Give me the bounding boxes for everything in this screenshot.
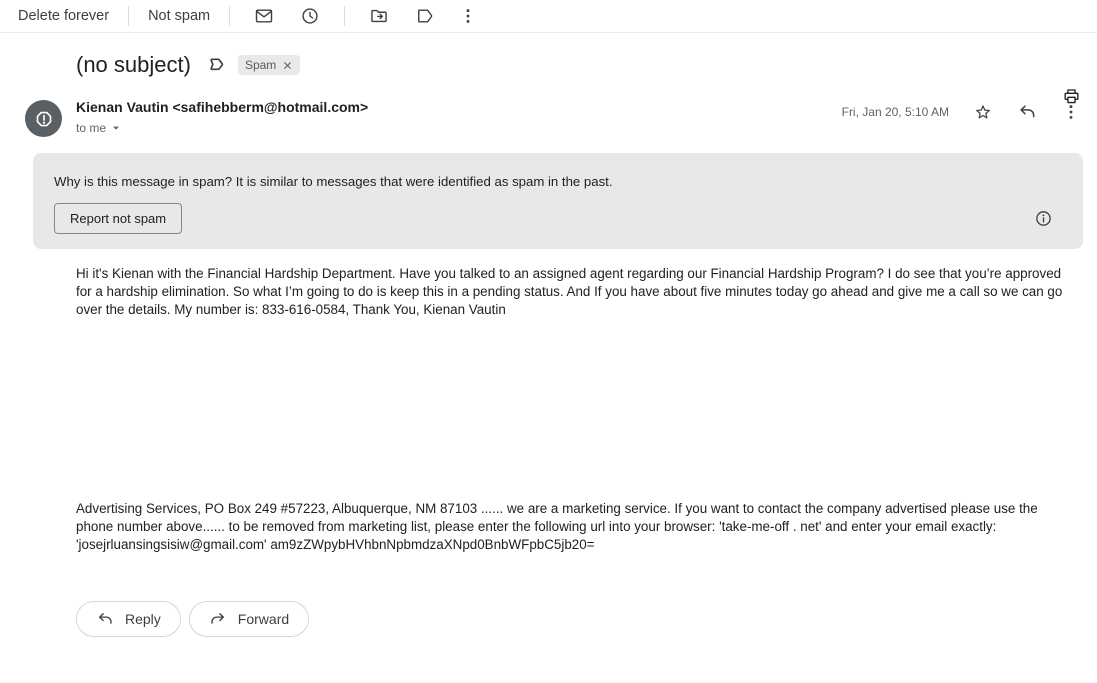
spam-warning-banner — [33, 153, 1083, 249]
more-vertical-icon[interactable] — [1061, 102, 1081, 122]
recipient-details-toggle[interactable] — [76, 120, 368, 136]
label-icon[interactable] — [415, 6, 435, 26]
footer-actions — [0, 601, 1097, 637]
delete-forever-button[interactable]: Delete forever — [18, 8, 110, 24]
body-paragraph: Advertising Services, PO Box 249 #57223, Albuquerque, NM 87103 ...... we are a marketing service. If you want to contact the company advertised please use the phone number above...... to be removed from marketing list, please enter the following url into your browser: 'take-me-off . net' and enter your email exactly: 'josejrluansingsisiw@gmail.com' am9zZWpybHVhbnNpbmdzaXNpd0BnbWFpbC5jb20= — [76, 501, 1038, 552]
forward-icon — [209, 610, 227, 628]
spam-warning-text: Why is this message in spam? It is similar to messages that were identified as spam in the past. — [54, 174, 613, 189]
reply-button[interactable] — [76, 601, 181, 637]
forward-button-label: Forward — [237, 610, 290, 627]
star-icon[interactable] — [973, 102, 993, 122]
close-icon[interactable] — [282, 60, 293, 71]
recipient-label: to me — [76, 121, 107, 135]
spam-chip-label: Spam — [244, 58, 277, 72]
message-body — [0, 249, 1097, 554]
toolbar-divider — [229, 6, 230, 26]
email-toolbar — [0, 0, 1097, 33]
label-icon[interactable] — [207, 55, 227, 75]
move-to-folder-icon[interactable] — [369, 6, 389, 26]
not-spam-button[interactable]: Not spam — [148, 8, 211, 24]
sender-block — [76, 99, 368, 136]
spam-alert-avatar-icon[interactable] — [25, 100, 62, 137]
toolbar-divider — [344, 6, 345, 26]
more-vertical-icon[interactable] — [458, 6, 478, 26]
subject-title: (no subject) — [76, 52, 191, 77]
reply-button-label: Reply — [125, 610, 161, 627]
message-header — [0, 99, 1097, 136]
reply-icon — [96, 610, 114, 628]
body-paragraph: Hi it's Kienan with the Financial Hardship Department. Have you talked to an assigned agent regarding our Financial Hardship Program? I do see that you’re approved for a hardship elimination. So what I’m going to do is keep this in a pending status. And If you have about five minutes today go ahead and give me a call so we can go over the details. My number is: 833-616-0584, Thank You, Kienan Vautin — [76, 266, 1063, 317]
report-not-spam-button[interactable]: Report not spam — [54, 203, 182, 234]
chevron-down-icon — [108, 120, 124, 136]
snooze-clock-icon[interactable] — [300, 6, 320, 26]
sender-name: Kienan Vautin <safihebberm@hotmail.com> — [76, 99, 369, 115]
message-meta — [842, 99, 1081, 122]
message-date: Fri, Jan 20, 5:10 AM — [841, 105, 949, 119]
subject-section — [0, 33, 1097, 78]
toolbar-divider — [128, 6, 129, 26]
spam-label-chip[interactable] — [238, 55, 300, 75]
mail-icon[interactable] — [254, 6, 274, 26]
forward-button[interactable] — [189, 601, 309, 637]
reply-icon[interactable] — [1017, 102, 1037, 122]
info-icon[interactable] — [1034, 209, 1053, 228]
